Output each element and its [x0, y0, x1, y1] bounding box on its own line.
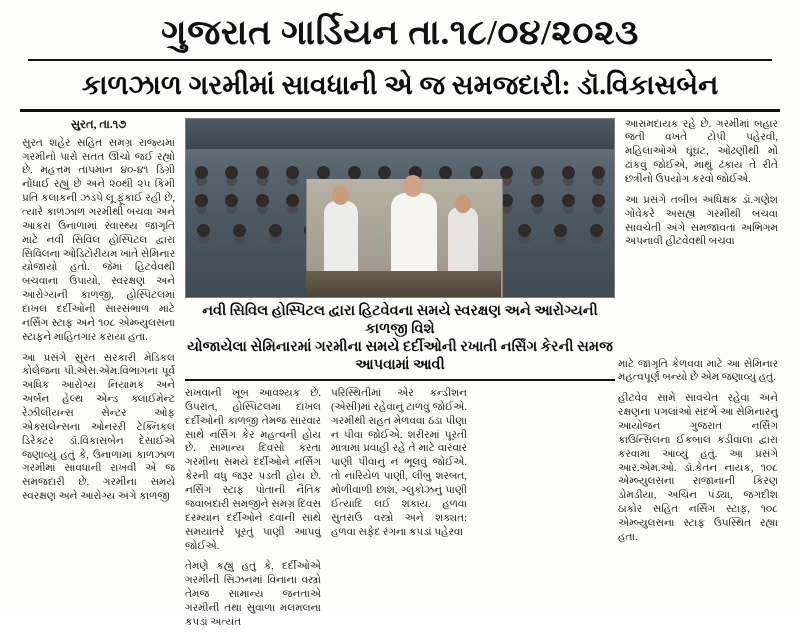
- paragraph: પરિસ્થિતીમાં એર કન્ડીશન (એસી)માં રહેવાનું ટાળવું જોઈએ. ગરમીથી રાહત મેળવવા ઠંડા પીણા ન પીવા જોઈએ. શરીરમાં પૂરતી માત્રામાં પ્રવાહી રહે તે માટે વારંવાર પાણી પીવાનું ન ભૂલવું જોઈએ. તો નારિયેળ પાણી, લીંબુ શરબત, મોળીવાળી છાશ, ગ્લુકોઝનું પાણી ઈત્યાદિ લઈ શકાય. હળવા સુતરાઉ વસ્ત્રો અને શક્યત: હળવા સફેદ રંગના કપડાં પહેરવા: [331, 388, 467, 538]
- crowd-head: [286, 194, 299, 207]
- crowd-head: [256, 194, 269, 207]
- crowd-head: [317, 166, 330, 179]
- crowd-head: [439, 166, 452, 179]
- crowd-row: [186, 153, 614, 179]
- crowd-head: [348, 166, 361, 179]
- masthead-title: ગુજરાત ગાર્ડિયન તા.૧૮/૦૪/૨૦૨૩: [161, 13, 639, 52]
- speaker-head: [455, 195, 471, 213]
- masthead-divider: [28, 59, 772, 61]
- paragraph: આ પ્રસંગે સુરત સરકારી મેડિકલ કોલેજના પી.એસ.એમ.વિભાગના પૂર્વ અધિક આરોગ્ય નિયામક અને અર્બન હેલ્થ એન્ડ ક્લાઈમેન્ટ રેઝીલીયન્સ સેન્ટર ઓફ એક્સલેન્સના ઓનરરી ટેક્નિકલ ડિરેક્ટર ડૉ.વિકાસબેન દેસાઈએ જણાવ્યું હતું કે, ઉનાળામાં કાળઝાળ ગરમીમાં સાવધાની રાખવી એ જ સમજદારી છે. ગરમીના સમયે સ્વરક્ષણ અને આરોગ્ય અંગે કાળજી: [22, 352, 175, 503]
- crowd-head: [531, 166, 544, 179]
- crowd-head: [470, 166, 483, 179]
- page-headline: કાળઝાળ ગરમીમાં સાવધાની એ જ સમજદારી: ડૉ.વિકાસબેન: [81, 69, 719, 100]
- article-column-1: [22, 118, 175, 512]
- crowd-head: [269, 224, 282, 237]
- stage-table: [306, 271, 501, 297]
- photo-backdrop: [186, 119, 615, 149]
- article-body: [0, 118, 800, 637]
- masthead: [0, 0, 800, 61]
- headline-divider: [20, 109, 780, 112]
- crowd-head: [225, 166, 238, 179]
- crowd-head: [592, 166, 605, 179]
- crowd-head: [286, 166, 299, 179]
- lower-columns: [185, 387, 615, 637]
- caption-line-1: નવી સિવિલ હોસ્પિટલ દ્વારા હિટવેવના સમયે સ્વરક્ષણ અને આરોગ્યની કાળજી વિશે: [202, 302, 598, 337]
- paragraph: સુરત શહેર સહિત સમગ્ર રાજ્યમાં ગરમીનો પારો સતત ઊંચો જઈ રહ્યો છે. મહત્તમ તાપમાન ૪૦-૪૧ ડિગ્રી નોંધાઈ રહ્યું છે અને ૨૦થી ૨૫ કિમી પ્રતિ કલાકની ઝડપે લૂ ફૂંકાઈ રહી છે, ત્યારે કાળઝાળ ગરમીથી બચવા અને આકરા ઉનાળામાં સ્વાસ્થ્ય જાગૃતિ માટે નવી સિવિલ હોસ્પિટલ દ્વારા સિવિલના ઓડિટોરીયમ ખાતે સેમિનાર યોજાયો હતો. જેમાં હિટવેવથી બચવાના ઉપાયો, સ્વરક્ષણ અને આરોગ્યની કાળજી, હોસ્પિટલમાં દાખલ દર્દીઓની સારસંભાળ માટે નર્સિંગ સ્ટાફ અને ૧૦૮ એમ્બ્યુલસના સ્ટાફને માહિતગાર કરાયા હતા.: [22, 137, 175, 343]
- seminar-photo: [185, 118, 615, 298]
- crowd-head: [378, 166, 391, 179]
- crowd-head: [562, 166, 575, 179]
- article-column-5: [618, 358, 778, 552]
- crowd-head: [554, 224, 567, 237]
- crowd-head: [531, 194, 544, 207]
- speaker-head: [332, 186, 349, 205]
- crowd-head: [195, 194, 208, 207]
- crowd-head: [562, 194, 575, 207]
- article-column-2: [185, 387, 321, 637]
- caption-line-2: યોજાયેલા સેમિનારમાં ગરમીના સમયે દર્દીઓની રખાતી નર્સિંગ કેરની સમજ આપવામાં આવી: [187, 338, 613, 373]
- crowd-head: [590, 224, 603, 237]
- paragraph: રાખવાની ખૂબ આવશ્યક છે. ઉપરાંત, હોસ્પિટલમાં દાખલ દર્દીઓની કાળજી તેમજ સારવાર સાથે નર્સિંગ કેર મહત્વની હોય છે. સામાન્ય દિવસો કરતા ગરમીના સમયે દર્દીઓને નર્સિંગ કેરની વધુ જરૂર પડતી હોય છે. નર્સિંગ સ્ટાફ પોતાની નૈતિક જવાબદારી સમજીને સમગ્ર દિવસ દરમ્યાન દર્દીઓને દવાની સાથે સમયાંતરે પૂરતું પાણી આપવું જોઈએ.: [185, 388, 321, 552]
- paragraph: માટે જાગૃતિ કેળવવા માટે આ સેમિનાર મહત્વપૂર્ણ બન્યો છે એમ જણાવ્યું હતું.: [618, 358, 778, 384]
- photo-block: [185, 118, 615, 637]
- crowd-head: [518, 224, 531, 237]
- crowd-head: [500, 166, 513, 179]
- article-column-3: [331, 387, 467, 637]
- paragraph: તેમણે કહ્યું હતું કે, દર્દીઓએ ગરમીની સિઝનમાં વિનાના વસ્ત્રો તેમજ સામાન્ય જનતાએ ગરમીની તથા સુવાળા મલમલના કપડાં અત્યંત: [185, 561, 321, 628]
- photo-caption: [185, 302, 615, 375]
- caption-divider: [185, 379, 615, 381]
- crowd-head: [195, 166, 208, 179]
- paragraph: આ પ્રસંગે તબીબ અધિક્ષક ડૉ.ગણેશ ગોવેકરે અસહ્ય ગરમીથી બચવા સાવચેતી અંગે સમજાવતાં અભિગમ અપનાવી હીટવેવથી બચવા: [625, 194, 778, 248]
- crowd-head: [233, 224, 246, 237]
- article-column-4: [625, 118, 778, 257]
- dateline: સુરત, તા.૧૭: [70, 118, 127, 131]
- spacer-column: [477, 387, 613, 637]
- crowd-head: [256, 166, 269, 179]
- speaker-head: [403, 175, 423, 197]
- paragraph: આરામદાયક રહે છે. ગરમીમાં બહાર જતી વખતે ટોપી પહેરવી, મહિલાઓએ ઘૂંઘટ, ઓઢણીથી મોં ઢાંકવું જોઈએ, માથું ઢંકાય તે રીતે છત્રીનો ઉપયોગ કરવો જોઈએ.: [625, 118, 778, 185]
- crowd-head: [225, 194, 238, 207]
- crowd-head: [592, 194, 605, 207]
- crowd-head: [197, 224, 210, 237]
- paragraph: હીટવેવ સામે સાવચેત રહેવા અને રક્ષણના પગલાંઓ સંદર્ભે આ સેમિનારનું આયોજન ગુજરાત નર્સિંગ કાઉન્સિલના ઈકબાલ કડીવાલા દ્વારા કરવામાં આવ્યું હતું. આ પ્રસંગે આર.એમ.ઓ. ડૉ.કેતન નાયક, ૧૦૮ એમ્બ્યુલસના રાજાનાની કિરણ ડોમડીયા, અચિન પંડ્યા, જગદીશ ઠાકોર સહિત નર્સિંગ સ્ટાફ, ૧૦૮ એમ્બ્યુલસના સ્ટાફ ઉપસ્થિત રહ્યા હતા.: [618, 393, 778, 543]
